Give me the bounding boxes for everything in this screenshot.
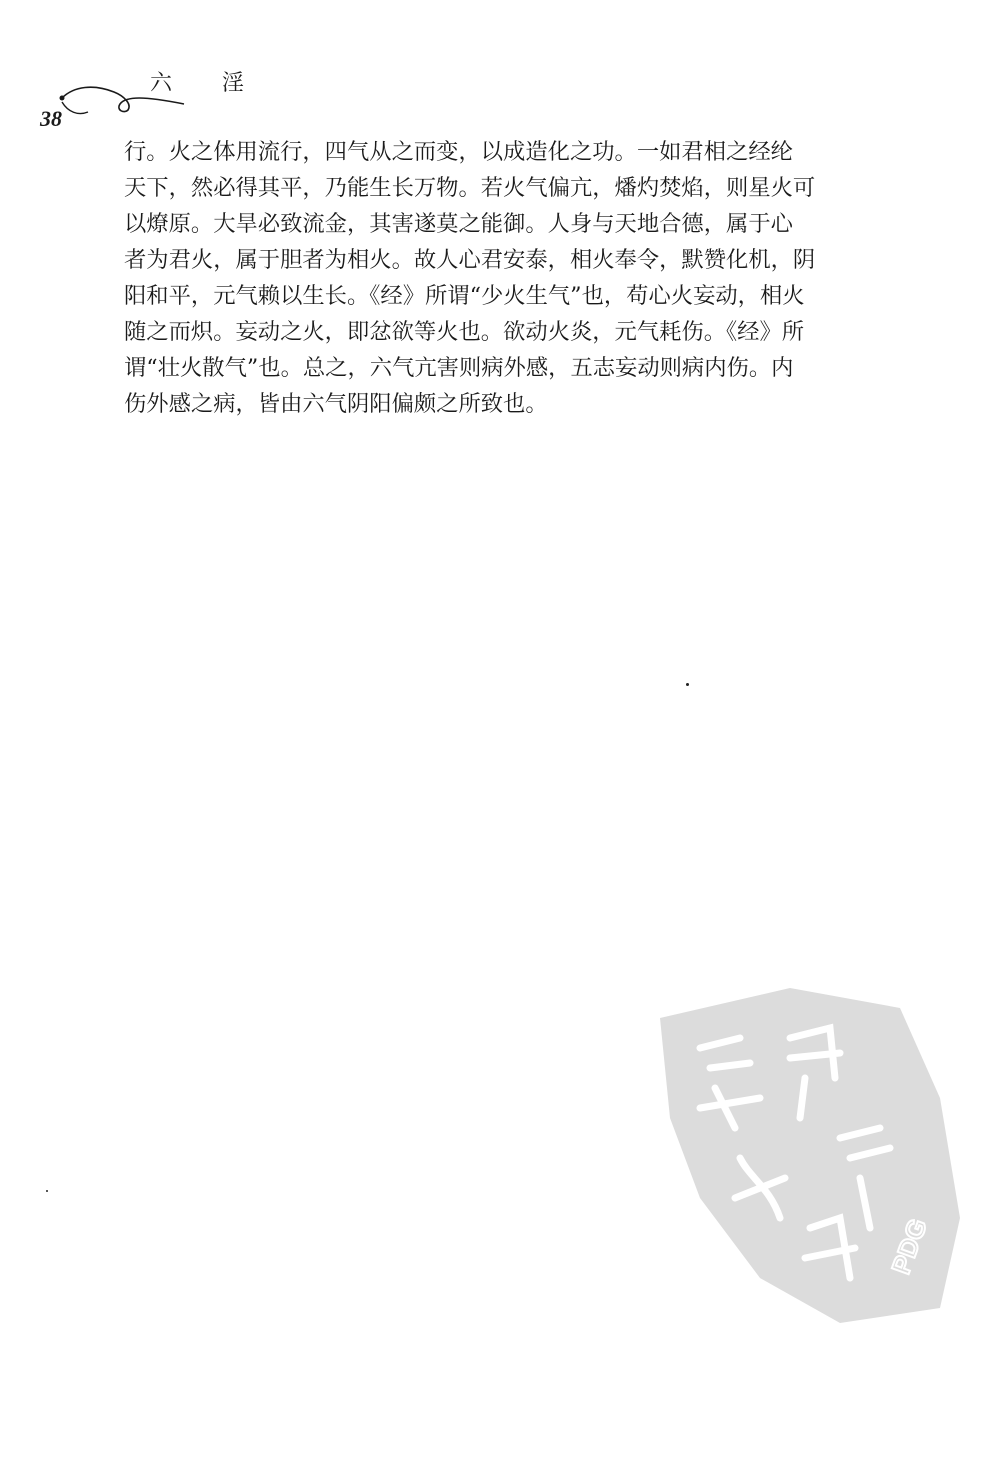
watermark-seal [640, 978, 970, 1328]
text-line: 者为君火，属于胆者为相火。故人心君安泰，相火奉令，默赞化机，阴 [124, 247, 816, 273]
text-line: 随之而炽。妄动之火，即忿欲等火也。欲动火炎，元气耗伤。《经》所 [124, 319, 805, 345]
stray-dot [46, 1190, 48, 1192]
text-line: 行。火之体用流行，四气从之而变，以成造化之功。一如君相之经纶 [124, 139, 793, 165]
body-text [124, 134, 894, 422]
page-number: 38 [40, 106, 62, 131]
stray-dot [686, 683, 689, 686]
text-line: 以燎原。大旱必致流金，其害遂莫之能御。人身与天地合德，属于心 [124, 211, 793, 237]
chapter-title: 六淫 [150, 71, 295, 96]
text-line: 谓“壮火散气”也。总之，六气亢害则病外感，五志妄动则病内伤。内 [124, 355, 794, 381]
flourish-ornament [54, 82, 194, 122]
page-header [40, 62, 295, 132]
text-line: 伤外感之病，皆由六气阴阳偏颇之所致也。 [124, 391, 548, 417]
watermark-text: PDG [885, 1214, 933, 1278]
text-line: 阳和平，元气赖以生长。《经》所谓“少火生气”也，苟心火妄动，相火 [124, 283, 805, 309]
text-line: 天下，然必得其平，乃能生长万物。若火气偏亢，燔灼焚焰，则星火可 [124, 175, 816, 201]
